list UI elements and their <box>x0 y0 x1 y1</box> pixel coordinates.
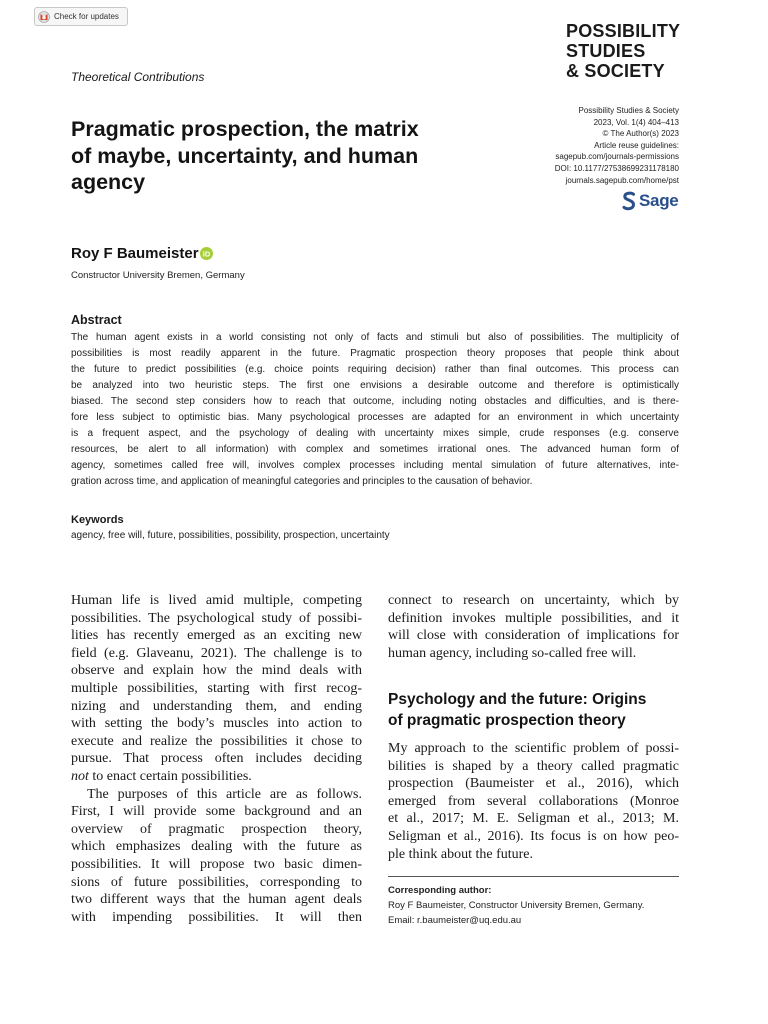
abstract-line: The human agent exists in a world consisting not only of facts and stimuli but also of possibilities. The multiplicity of <box>71 332 679 343</box>
section-label: Theoretical Contributions <box>71 70 205 84</box>
body-line: connect to research on uncertainty, which by <box>388 593 679 608</box>
check-for-updates-button[interactable] <box>34 7 128 26</box>
footnote-divider <box>388 876 679 877</box>
section-heading <box>388 689 688 731</box>
svg-text:iD: iD <box>202 249 210 259</box>
body-line: Human life is lived amid multiple, competing <box>71 593 362 608</box>
body-line: Seligman et al., 2016). Its focus is on how peo- <box>388 828 679 844</box>
body-line: definition invokes multiple possibilities, and it <box>388 610 679 626</box>
body-line: My approach to the scientific problem of possi- <box>388 741 679 756</box>
publication-meta <box>439 105 679 186</box>
body-line: sions of future possibilities, corresponding to <box>71 874 362 890</box>
body-line: execute and realize the possibilities it chose to <box>71 733 362 749</box>
body-line: pursue. That process often includes deciding <box>71 751 362 767</box>
body-line: bilities is shaped by a theory called pragmatic <box>388 758 679 774</box>
body-line: with setting the body’s muscles into action to <box>71 716 362 732</box>
body-column-right-bottom <box>388 740 679 863</box>
publisher-name: Sage <box>639 191 679 210</box>
abstract-line: gration across time, and application of meaningful categories and principles to the causation of behavior. <box>71 476 533 487</box>
body-line: First, I will provide some background and an <box>71 804 362 820</box>
section-heading-line: Psychology and the future: Origins <box>388 691 647 708</box>
body-line: nizing and understanding them, and ending <box>71 698 362 714</box>
body-line: with impending possibilities. It will then <box>71 909 362 925</box>
body-text: to enact certain possibilities. <box>88 768 252 784</box>
body-line: The purposes of this article are as follows. <box>87 786 362 802</box>
abstract-line: biased. The second step considers how to reach that outcome, including noting obstacles and difficulties, and is there- <box>71 396 679 407</box>
abstract-line: possibilities is most readily apparent in the future. Pragmatic prospection theory proposes that people think about <box>71 348 679 359</box>
abstract-body <box>71 330 679 490</box>
journal-logo-line: & SOCIETY <box>566 61 665 81</box>
abstract-line: agency, sometimes called free will, involves complex processes including mental simulation of future alternatives, inte- <box>71 460 679 471</box>
body-line: field (e.g. Glaveanu, 2021). The challenge is to <box>71 645 362 661</box>
author-name[interactable]: Roy F Baumeister <box>71 245 199 262</box>
author-affiliation: Constructor University Bremen, Germany <box>71 270 245 281</box>
abstract-heading: Abstract <box>71 313 122 327</box>
corresponding-author-email[interactable]: Email: r.baumeister@uq.edu.au <box>388 915 522 926</box>
emphasis-text: not <box>71 768 89 784</box>
meta-doi-link[interactable]: DOI: 10.1177/27538699231178180 <box>554 163 679 173</box>
body-line: will close with consideration of implications for <box>388 628 679 644</box>
corresponding-author-address: Roy F Baumeister, Constructor University Bremen, Germany. <box>388 900 645 911</box>
corresponding-author <box>388 883 644 928</box>
abstract-line: is a frequent aspect, and the psychology of dealing with uncertainty mixes simple, crude responses (e.g. conserve <box>71 428 679 439</box>
body-line: two different ways that the human agent deals <box>71 892 362 908</box>
body-line: possibilities. It will propose two basic dimen- <box>71 856 362 872</box>
abstract-line: resources, be alert to all information) with complex and sometimes irrational ones. The advanced human form of <box>71 444 679 455</box>
title-line: Pragmatic prospection, the matrix <box>71 117 419 141</box>
meta-permissions-link[interactable]: sagepub.com/journals-permissions <box>555 152 679 162</box>
body-line <box>71 768 362 786</box>
body-line: ple think about the future. <box>388 846 534 862</box>
meta-reuse: Article reuse guidelines: <box>594 140 679 150</box>
body-line: observe and explain how the mind deals with <box>71 663 362 679</box>
abstract-line: fore less subject to optimistic bias. Many psychological processes are adapted for an environment in which uncertainty <box>71 412 679 423</box>
body-line: overview of pragmatic prospection theory, <box>71 821 362 837</box>
body-line: multiple possibilities, starting with first recog- <box>71 680 362 696</box>
title-line: agency <box>71 170 146 194</box>
orcid-icon[interactable] <box>200 247 213 260</box>
meta-journal-link[interactable]: journals.sagepub.com/home/pst <box>565 175 679 185</box>
body-line: et al., 2017; M. E. Seligman et al., 2013; M. <box>388 811 679 827</box>
body-line: emerged from several collaborations (Monroe <box>388 793 679 809</box>
abstract-line: the future to predict possibilities (e.g. choice points requiring decision) rather than final outcomes. This process can <box>71 364 679 375</box>
check-for-updates-label: Check for updates <box>54 12 119 21</box>
keywords-heading: Keywords <box>71 514 124 526</box>
journal-logo-line: STUDIES <box>566 41 646 61</box>
journal-logo-line: POSSIBILITY <box>566 21 681 41</box>
body-column-right-top <box>388 592 679 662</box>
body-line: prospection (Baumeister et al., 2016), which <box>388 776 679 792</box>
body-line: which emphasizes dealing with the future as <box>71 839 362 855</box>
body-column-left <box>71 592 362 926</box>
abstract-line: be analyzed into two heuristic steps. The first one envisions a desirable outcome and therefore is optimistically <box>71 380 679 391</box>
meta-copyright: © The Author(s) 2023 <box>602 129 679 139</box>
body-line: possibilities. The psychological study of possibi- <box>71 610 362 626</box>
title-line: of maybe, uncertainty, and human <box>71 143 419 168</box>
sage-s-icon <box>622 191 636 211</box>
publisher-logo[interactable] <box>622 191 678 211</box>
crossmark-icon <box>38 11 50 23</box>
section-heading-line: of pragmatic prospection theory <box>388 712 626 729</box>
body-line: lities has recently emerged as an exciting new <box>71 628 362 644</box>
meta-journal: Possibility Studies & Society <box>578 106 679 115</box>
meta-volume: 2023, Vol. 1(4) 404–413 <box>593 117 679 127</box>
journal-logo <box>566 21 746 81</box>
body-line: human agency, including so-called free will. <box>388 645 637 661</box>
article-title <box>71 116 471 196</box>
corresponding-author-heading: Corresponding author: <box>388 885 492 896</box>
keywords-list: agency, free will, future, possibilities, possibility, prospection, uncertainty <box>71 530 390 541</box>
author-line <box>71 245 213 262</box>
